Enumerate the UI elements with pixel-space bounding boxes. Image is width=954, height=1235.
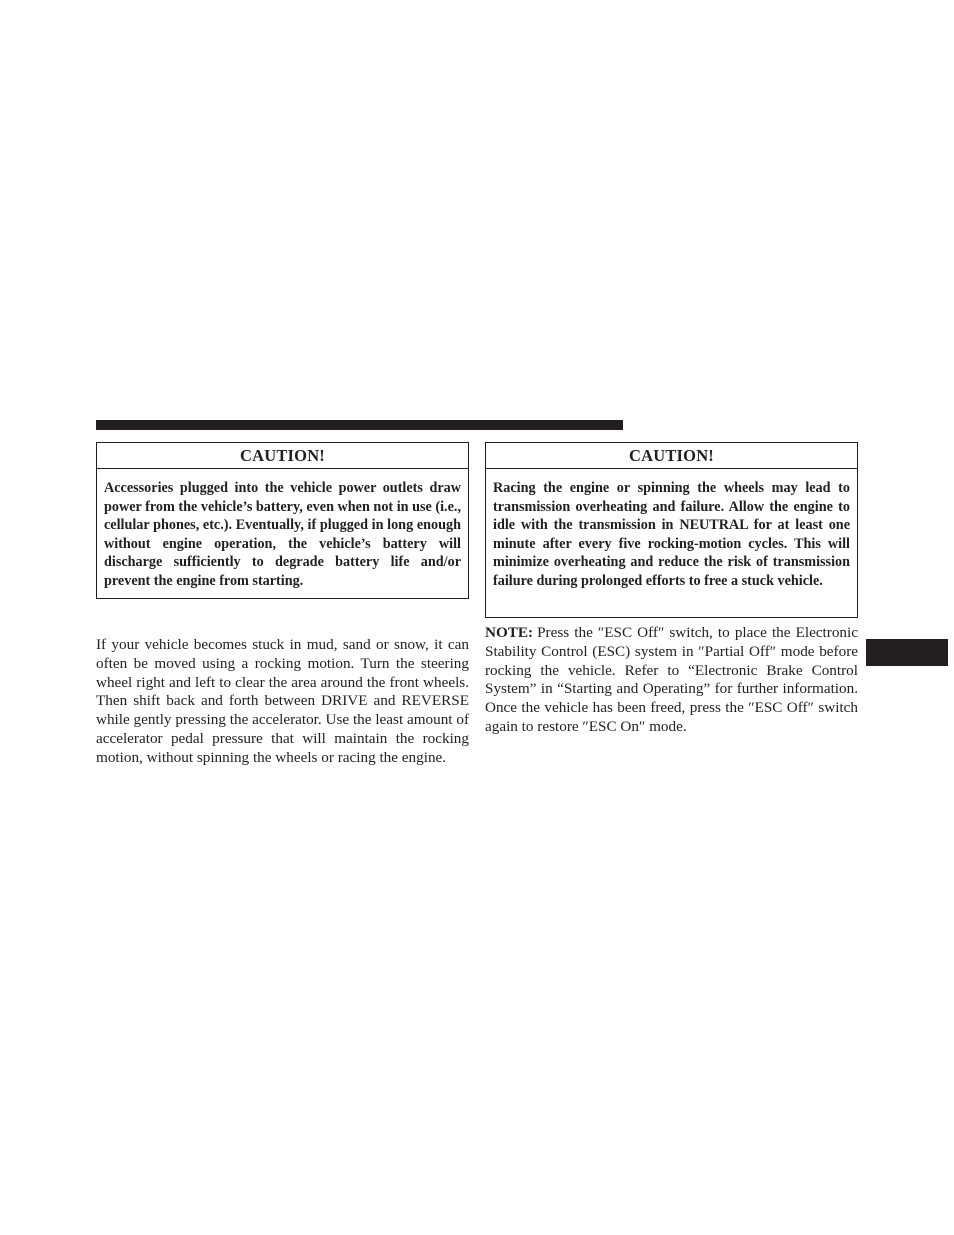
caution-title: CAUTION! [97, 443, 468, 469]
note-paragraph [485, 624, 858, 737]
rocking-paragraph: If your vehicle becomes stuck in mud, sand or snow, it can often be moved using a rocking motion. Turn the steering wheel right and left to clear the area around the front wheels. Then shift back and forth between DRIVE and REVERSE while gently pressing the accelerator. Use the least amount of accelerator pedal pressure that will maintain the rocking motion, without spinning the wheels or racing the engine. [96, 636, 469, 766]
caution-box-transmission [485, 442, 858, 618]
note-text: Press the ″ESC Off″ switch, to place the Electronic Stability Control (ESC) system in ″Partial Off″ mode before rocking the vehicle. Refer to “Electronic Brake Control System” in “Starting and Operating” for further information. Once the vehicle has been freed, press the ″ESC Off″ switch again to restore ″ESC On″ mode. [485, 624, 858, 735]
note-label: NOTE: [485, 624, 534, 641]
caution-box-outlets [96, 442, 469, 599]
caution-text: Accessories plugged into the vehicle power outlets draw power from the vehicle’s battery, even when not in use (i.e., cellular phones, etc.). Eventually, if plugged in long enough without engine operation, the vehicle’s battery will discharge sufficiently to degrade battery life and/or prevent the engine from starting. [104, 480, 461, 589]
chapter-tab-marker [866, 639, 948, 666]
caution-title: CAUTION! [486, 443, 857, 469]
caution-text: Racing the engine or spinning the wheels may lead to transmission overheating and failure. Allow the engine to idle with the transmission in NEUTRAL for at least one minute after every five rocking-motion cycles. This will minimize overheating and reduce the risk of transmission failure during prolonged efforts to free a stuck vehicle. [493, 480, 850, 589]
section-header-rule [96, 420, 623, 430]
